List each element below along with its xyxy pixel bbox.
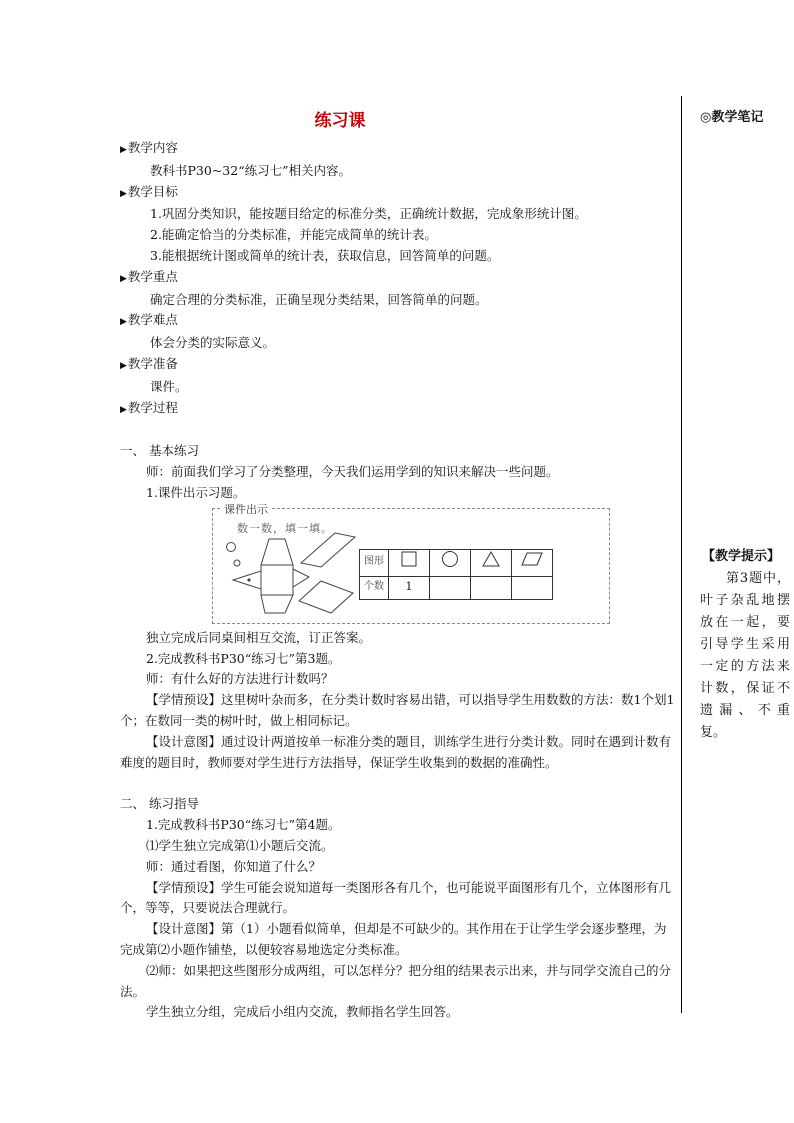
circle-icon [441,550,459,568]
small-circle-shape [227,542,236,551]
teaching-tip [700,546,790,744]
goal-item: 3.能根据统计图或简单的统计表，获取信息，回答简单的问题。 [150,247,500,263]
table-cell-value [471,576,512,599]
prep-text: 课件。 [150,378,188,394]
parallelogram-icon [521,552,543,566]
paragraph: 独立完成后同桌间相互交流，订正答案。 [146,629,372,645]
difficulty-text: 体会分类的实际意义。 [150,335,276,351]
triangle-shape [233,571,261,589]
exercise-figure [212,502,610,624]
figure-subtitle: 数一数，填一填。 [237,521,333,535]
small-triangle-shape [293,569,309,587]
part1-heading: 一、 基本练习 [120,443,199,459]
table-cell-label: 图形 [360,549,389,576]
square-body-shape [261,565,293,595]
section-heading-key: ▶教学重点 [120,268,178,284]
paragraph: 【学情预设】这里树叶杂而多，在分类计数时容易出错，可以指导学生用数数的方法：数1个划1个；在数同一类的树叶时，做上相同标记。 [120,692,675,728]
margin-divider [681,96,682,1013]
paragraph: 2.完成教科书P30“练习七”第3题。 [146,650,341,666]
triangle-bullet-icon: ▶ [120,273,127,284]
triangle-bullet-icon: ▶ [120,317,127,328]
table-cell-value [512,576,553,599]
goal-item: 1.巩固分类知识，能按题目给定的标准分类，正确统计数据，完成象形统计图。 [150,206,587,222]
triangle-bullet-icon: ▶ [120,404,127,415]
triangle-bullet-icon: ▶ [120,145,127,155]
paragraph: ⑵师：如果把这些图形分成两组，可以怎样分？把分组的结果表示出来，并与同学交流自己的分法。 [120,962,672,999]
count-table [359,549,553,600]
teaching-notes-title: ◎教学笔记 [700,110,764,125]
main-content [120,138,676,1023]
table-row [360,549,553,576]
parallelogram-shape [299,581,353,613]
table-cell-value: 1 [389,576,430,599]
paragraph: 1.完成教科书P30“练习七”第4题。 [146,817,341,833]
table-cell-parallelogram [512,549,553,576]
paragraph: 1.课件出示习题。 [146,484,246,500]
paragraph: 师：通过看图，你知道了什么？ [146,858,322,874]
paragraph: 【学情预设】学生可能会说知道每一类图形各有几个，也可能说平面图形有几个，立体图形有几个，等等，只要说法合理就行。 [120,879,672,916]
square-icon [401,551,417,567]
paragraph: 【设计意图】第（1）小题看似简单，但却是不可缺少的。其作用在于让学生学会逐步整理，为完成第⑵小题作铺垫，以便较容易地选定分类标准。 [120,921,667,957]
paragraph: 学生独立分组，完成后小组内交流，教师指名学生回答。 [146,1004,459,1020]
trapezoid-top-shape [261,539,293,565]
paragraph: 师：有什么好的方法进行计数吗？ [146,671,334,687]
section-heading-content: ▶教学内容 [120,140,178,155]
paragraph: ⑴学生独立完成第⑴小题后交流。 [146,837,334,853]
triangle-bullet-icon: ▶ [120,188,127,199]
section-heading-prep: ▶教学准备 [120,355,178,371]
teaching-tip-body: 第3题中，叶子杂乱地摆放在一起，要引导学生采用一定的方法来计数，保证不遗漏、不重复。 [700,571,790,740]
table-cell-square [389,549,430,576]
triangle-icon [482,551,500,567]
content-text: 教科书P30~32“练习七”相关内容。 [150,162,351,178]
table-cell-triangle [471,549,512,576]
table-cell-value [430,576,471,599]
paragraph: 师：前面我们学习了分类整理，今天我们运用学到的知识来解决一些问题。 [146,464,559,480]
section-heading-difficulty: ▶教学难点 [120,312,178,328]
section-heading-goals: ▶教学目标 [120,183,178,199]
goal-item: 2.能确定恰当的分类标准，并能完成简单的统计表。 [150,227,437,243]
teaching-tip-title: 【教学提示】 [702,549,781,564]
paragraph: 【设计意图】通过设计两道按单一标准分类的题目，训练学生进行分类计数。同时在遇到计数有难度的题目时，教师要对学生进行方法指导，保证学生收集到的数据的准确性。 [120,733,672,770]
figure-label: 课件出示 [221,500,271,521]
trapezoid-bottom-shape [261,595,293,613]
table-cell-circle [430,549,471,576]
table-row [360,576,553,599]
part2-heading: 二、 练习指导 [120,796,199,812]
tiny-circle-shape [234,560,240,566]
section-heading-process: ▶教学过程 [120,399,178,415]
table-cell-label: 个数 [360,576,389,599]
eye-dot-shape [247,578,250,581]
key-text: 确定合理的分类标准，正确呈现分类结果，回答简单的问题。 [150,291,488,307]
page-title: 练习课 [314,111,366,131]
triangle-bullet-icon: ▶ [120,360,127,371]
